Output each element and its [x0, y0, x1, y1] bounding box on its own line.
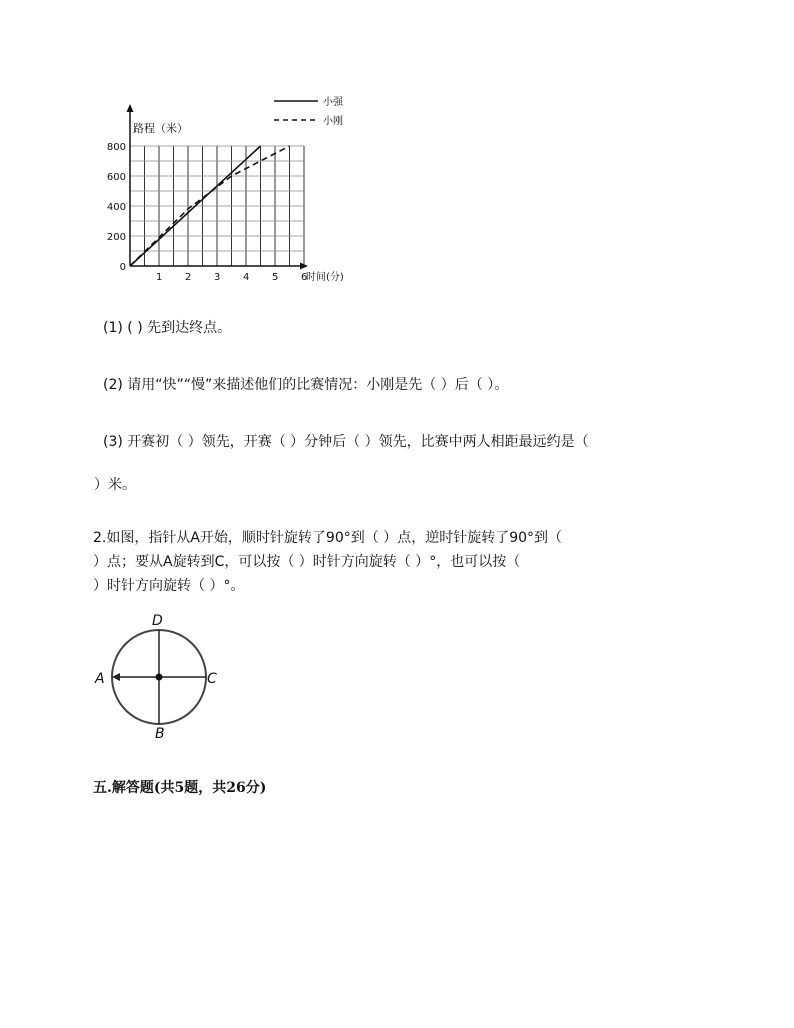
x-axis-label: 时间(分) — [306, 272, 344, 283]
question-3-line-1: (3) 开赛初（ ）领先，开赛（ ）分钟后（ ）领先，比赛中两人相距最远约是（ — [103, 434, 589, 450]
y-tick-label: 0 — [119, 262, 126, 273]
label-b: B — [155, 726, 165, 742]
problem-2-line-1: 2.如图，指针从A开始，顺时针旋转了90°到（ ）点，逆时针旋转了90°到（ — [93, 530, 563, 546]
problem-2-line-3: ）时针方向旋转（ ）°。 — [93, 578, 245, 594]
chart-grid — [130, 146, 304, 266]
y-axis-label: 路程（米） — [133, 122, 188, 135]
question-1: (1) ( ) 先到达终点。 — [103, 320, 232, 336]
y-tick-label: 800 — [106, 142, 126, 153]
legend-label-xiaoqiang: 小强 — [323, 97, 343, 108]
y-tick-label: 400 — [106, 202, 126, 213]
y-tick-label: 200 — [106, 232, 126, 243]
question-2: (2) 请用“快”“慢”来描述他们的比赛情况：小刚是先（ ）后（ ）。 — [103, 377, 509, 393]
y-axis-arrow — [127, 104, 134, 112]
rotation-circle-diagram — [85, 605, 235, 745]
distance-time-chart — [0, 0, 794, 300]
chart-ticks — [107, 142, 307, 283]
x-tick-label: 5 — [272, 272, 279, 283]
x-tick-label: 2 — [185, 272, 192, 283]
label-a: A — [95, 671, 105, 687]
question-3-line-2: ）米。 — [94, 477, 136, 493]
center-dot — [156, 674, 163, 681]
x-tick-label: 4 — [243, 272, 250, 283]
label-c: C — [207, 671, 217, 687]
y-tick-label: 600 — [106, 172, 126, 183]
section-5-title: 五.解答题(共5题，共26分) — [93, 780, 267, 796]
problem-2-line-2: ）点；要从A旋转到C，可以按（ ）时针方向旋转（ ）°，也可以按（ — [93, 554, 521, 570]
x-tick-label: 1 — [156, 272, 163, 283]
x-tick-label: 6 — [301, 272, 308, 283]
label-d: D — [152, 613, 163, 629]
legend-label-xiaogang: 小刚 — [323, 116, 343, 127]
pointer-arrowhead — [112, 673, 120, 681]
chart-legend — [274, 95, 344, 127]
x-tick-label: 3 — [214, 272, 221, 283]
